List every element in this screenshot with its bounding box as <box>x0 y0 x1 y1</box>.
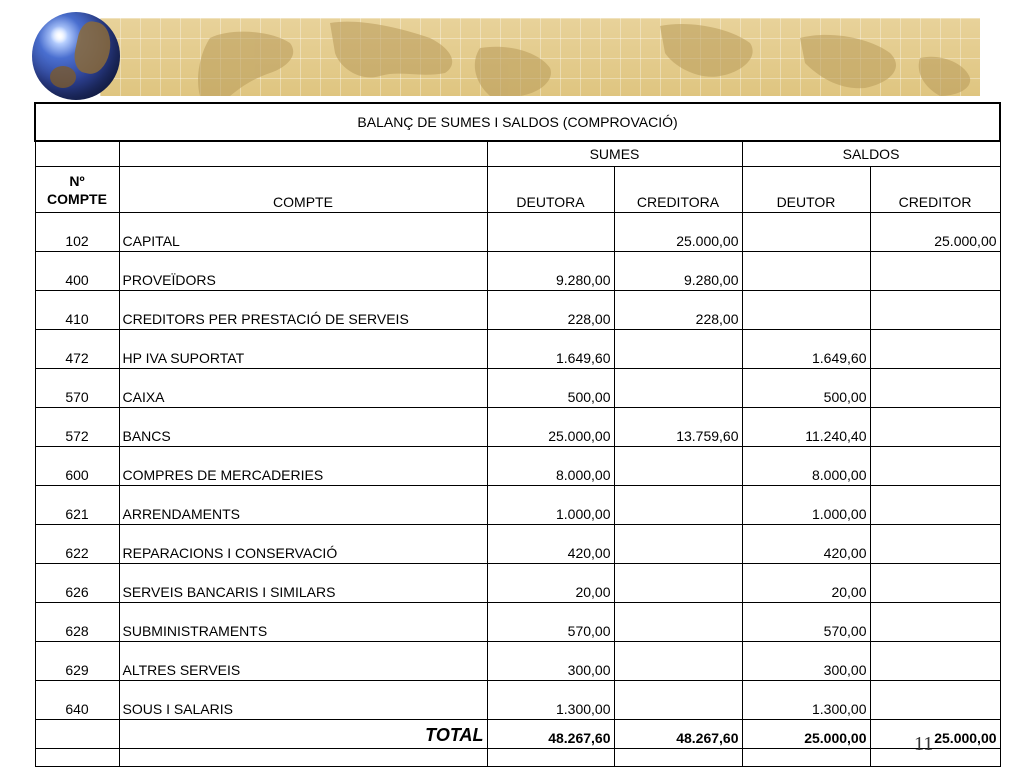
account-name: CAIXA <box>119 369 487 408</box>
total-credit-sum: 48.267,60 <box>614 720 742 749</box>
account-code: 628 <box>35 603 119 642</box>
table-row <box>35 408 1000 447</box>
credit-sum-cell <box>614 369 742 408</box>
account-name: SUBMINISTRAMENTS <box>119 603 487 642</box>
account-name: CREDITORS PER PRESTACIÓ DE SERVEIS <box>119 291 487 330</box>
account-name: SOUS I SALARIS <box>119 681 487 720</box>
credit-sum-cell: 228,00 <box>614 291 742 330</box>
credit-sum-cell <box>614 330 742 369</box>
header-banner <box>100 18 980 96</box>
account-code: 472 <box>35 330 119 369</box>
total-row <box>35 720 1000 749</box>
account-code: 600 <box>35 447 119 486</box>
credit-sum-cell <box>614 681 742 720</box>
credit-balance-cell <box>870 603 1000 642</box>
account-name: BANCS <box>119 408 487 447</box>
account-name: HP IVA SUPORTAT <box>119 330 487 369</box>
credit-sum-cell <box>614 486 742 525</box>
table-row <box>35 213 1000 252</box>
credit-sum-cell: 9.280,00 <box>614 252 742 291</box>
table-row <box>35 330 1000 369</box>
sumes-group-header: SUMES <box>487 141 742 167</box>
table-row <box>35 369 1000 408</box>
debit-balance-cell <box>742 213 870 252</box>
debit-sum-cell: 500,00 <box>487 369 614 408</box>
total-label: TOTAL <box>119 720 487 749</box>
debit-sum-cell: 25.000,00 <box>487 408 614 447</box>
credit-balance-cell <box>870 525 1000 564</box>
total-debit-balance: 25.000,00 <box>742 720 870 749</box>
account-name: COMPRES DE MERCADERIES <box>119 447 487 486</box>
account-code: 410 <box>35 291 119 330</box>
credit-balance-cell <box>870 564 1000 603</box>
credit-balance-cell <box>870 291 1000 330</box>
debit-sum-cell: 1.649,60 <box>487 330 614 369</box>
debit-balance-header: DEUTOR <box>742 167 870 213</box>
account-code: 640 <box>35 681 119 720</box>
debit-sum-cell: 9.280,00 <box>487 252 614 291</box>
credit-balance-cell <box>870 642 1000 681</box>
table-title: BALANÇ DE SUMES I SALDOS (COMPROVACIÓ) <box>35 103 1000 141</box>
trial-balance-table <box>34 102 1001 767</box>
table-row <box>35 603 1000 642</box>
globe-icon <box>32 12 120 100</box>
debit-balance-cell <box>742 291 870 330</box>
account-code: 626 <box>35 564 119 603</box>
debit-sum-cell: 8.000,00 <box>487 447 614 486</box>
credit-sum-cell <box>614 603 742 642</box>
account-name: ALTRES SERVEIS <box>119 642 487 681</box>
table-row <box>35 681 1000 720</box>
saldos-group-header: SALDOS <box>742 141 1000 167</box>
debit-balance-cell: 1.649,60 <box>742 330 870 369</box>
credit-balance-cell <box>870 447 1000 486</box>
account-code: 102 <box>35 213 119 252</box>
header-spacer <box>35 141 119 167</box>
credit-sum-cell: 13.759,60 <box>614 408 742 447</box>
account-number-header-line2: COMPTE <box>47 190 107 207</box>
account-name: REPARACIONS I CONSERVACIÓ <box>119 525 487 564</box>
credit-sum-cell <box>614 525 742 564</box>
credit-balance-cell <box>870 408 1000 447</box>
debit-balance-cell: 11.240,40 <box>742 408 870 447</box>
debit-sum-cell: 570,00 <box>487 603 614 642</box>
credit-sum-cell: 25.000,00 <box>614 213 742 252</box>
account-code: 400 <box>35 252 119 291</box>
debit-balance-cell <box>742 252 870 291</box>
table-row <box>35 291 1000 330</box>
account-code: 570 <box>35 369 119 408</box>
account-name: ARRENDAMENTS <box>119 486 487 525</box>
debit-balance-cell: 300,00 <box>742 642 870 681</box>
world-map-graphic <box>100 18 980 96</box>
debit-balance-cell: 1.300,00 <box>742 681 870 720</box>
debit-sum-cell <box>487 213 614 252</box>
account-code: 629 <box>35 642 119 681</box>
account-code: 572 <box>35 408 119 447</box>
table-row <box>35 252 1000 291</box>
account-code: 622 <box>35 525 119 564</box>
account-code: 621 <box>35 486 119 525</box>
credit-balance-cell <box>870 252 1000 291</box>
account-name: CAPITAL <box>119 213 487 252</box>
debit-sum-cell: 300,00 <box>487 642 614 681</box>
empty-row <box>35 749 1000 767</box>
account-name: PROVEÏDORS <box>119 252 487 291</box>
debit-sum-cell: 228,00 <box>487 291 614 330</box>
debit-balance-cell: 500,00 <box>742 369 870 408</box>
debit-balance-cell: 1.000,00 <box>742 486 870 525</box>
table-row <box>35 642 1000 681</box>
credit-sum-cell <box>614 447 742 486</box>
debit-balance-cell: 570,00 <box>742 603 870 642</box>
account-number-header-line1: Nº <box>69 172 85 189</box>
credit-balance-cell: 25.000,00 <box>870 213 1000 252</box>
debit-balance-cell: 420,00 <box>742 525 870 564</box>
credit-sum-cell <box>614 564 742 603</box>
table-row <box>35 486 1000 525</box>
account-name-header: COMPTE <box>119 167 487 213</box>
header-spacer <box>119 141 487 167</box>
total-spacer <box>35 720 119 749</box>
credit-sum-cell <box>614 642 742 681</box>
debit-sum-cell: 1.300,00 <box>487 681 614 720</box>
total-credit-balance: 25.000,00 <box>870 720 1000 749</box>
debit-balance-cell: 8.000,00 <box>742 447 870 486</box>
debit-sum-cell: 420,00 <box>487 525 614 564</box>
credit-balance-header: CREDITOR <box>870 167 1000 213</box>
debit-sum-cell: 1.000,00 <box>487 486 614 525</box>
table-row <box>35 564 1000 603</box>
debit-sum-header: DEUTORA <box>487 167 614 213</box>
credit-balance-cell <box>870 369 1000 408</box>
credit-balance-cell <box>870 486 1000 525</box>
table-row <box>35 525 1000 564</box>
credit-sum-header: CREDITORA <box>614 167 742 213</box>
debit-sum-cell: 20,00 <box>487 564 614 603</box>
table-row <box>35 447 1000 486</box>
page-number: 11 <box>914 733 934 755</box>
account-number-header <box>35 167 119 213</box>
debit-balance-cell: 20,00 <box>742 564 870 603</box>
account-name: SERVEIS BANCARIS I SIMILARS <box>119 564 487 603</box>
total-debit-sum: 48.267,60 <box>487 720 614 749</box>
credit-balance-cell <box>870 330 1000 369</box>
credit-balance-cell <box>870 681 1000 720</box>
